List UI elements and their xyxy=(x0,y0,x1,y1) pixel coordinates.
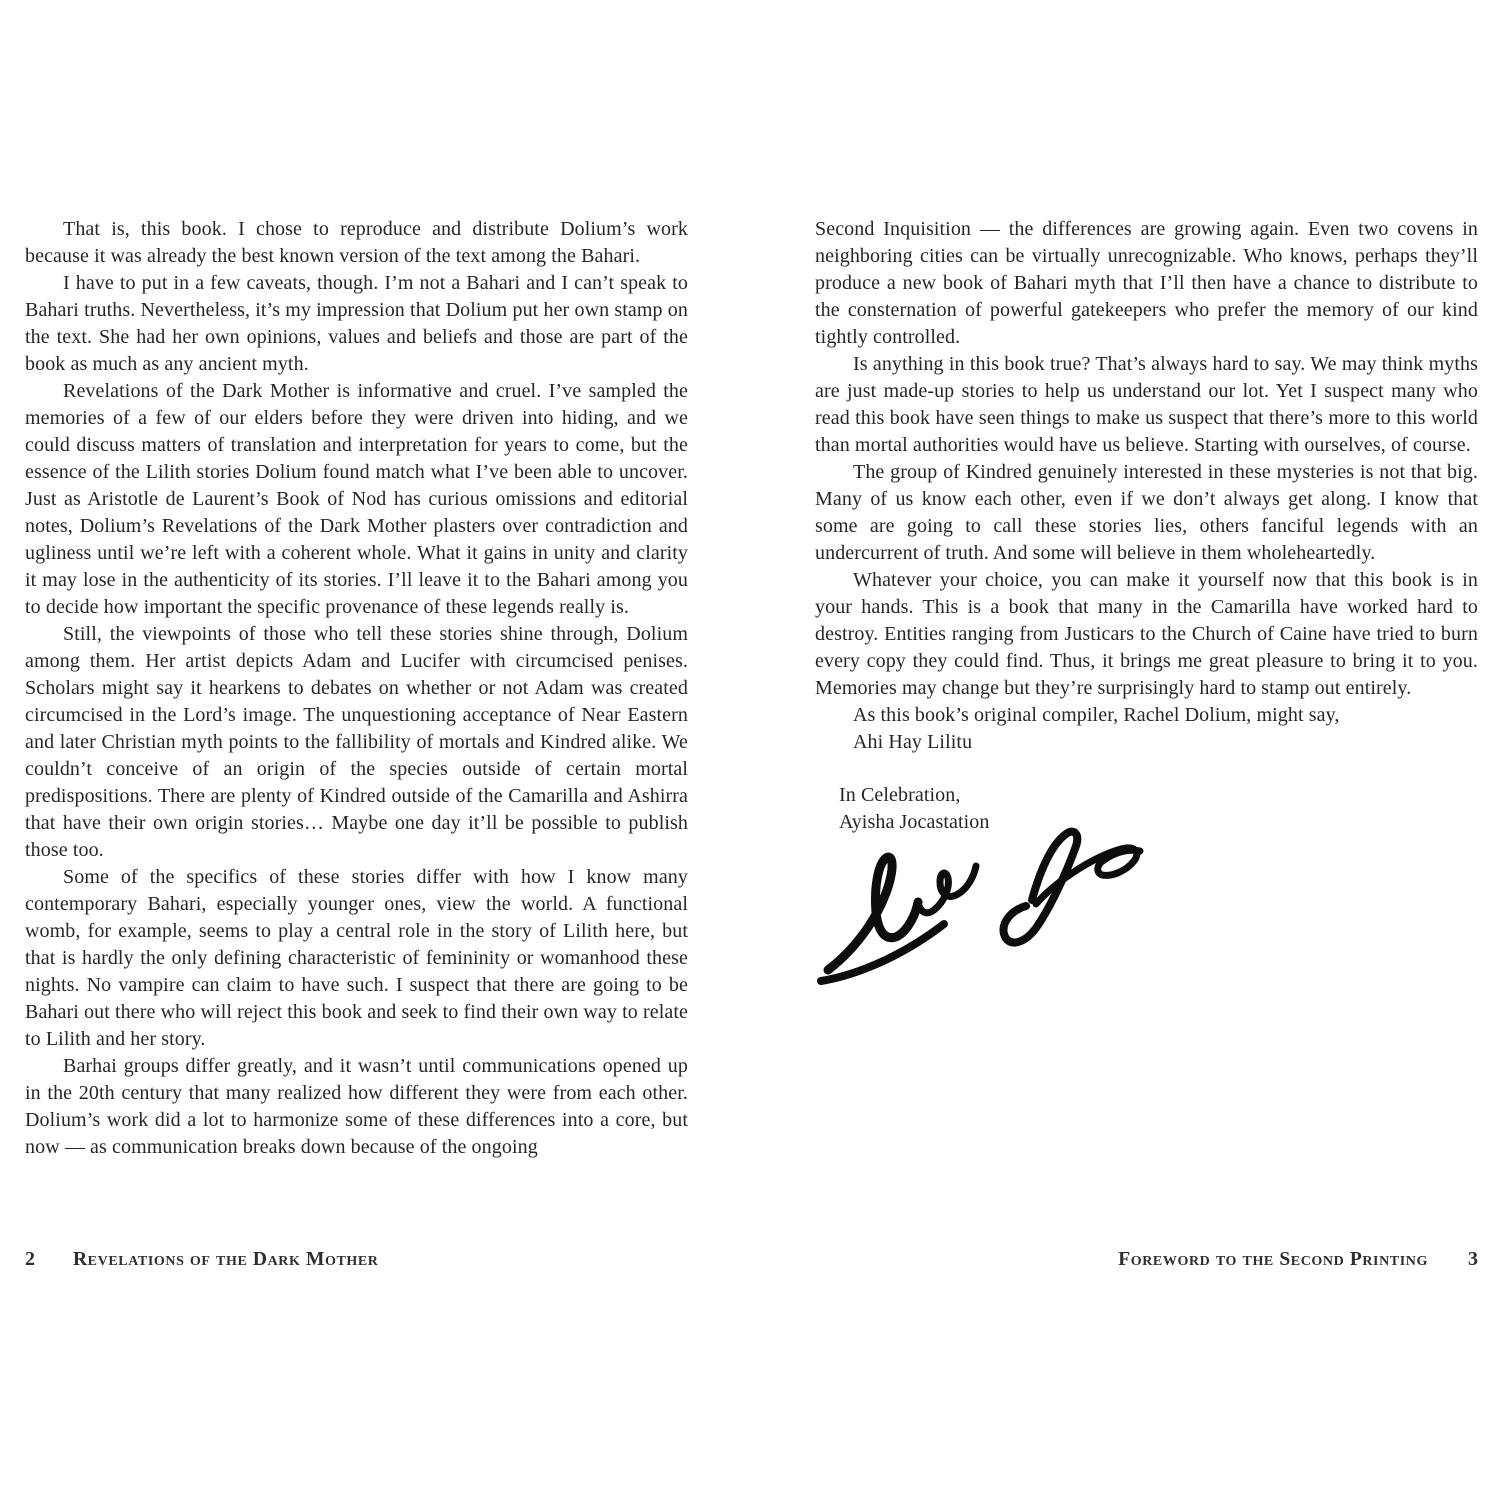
valediction-line-2: Ayisha Jocastation xyxy=(839,811,990,833)
valediction-line-1: In Celebration, xyxy=(839,784,961,806)
left-page xyxy=(25,216,688,1161)
left-paragraph-4: Still, the viewpoints of those who tell these stories shine through, Dolium among them. Her artist depicts Adam and Lucifer with circumcised penises. Scholars might say it hearkens to debates on whether or not Adam was created circumcised in the Lord’s image. The unquestioning acceptance of Near Eastern and later Christian myth points to the fallibility of mortals and Kindred alike. We couldn’t conceive of an origin of the species outside of certain mortal predispositions. There are plenty of Kindred outside of the Camarilla and Ashirra that have their own origin stories… Maybe one day it’ll be possible to publish those too. xyxy=(25,623,688,861)
left-running-title: Revelations of the Dark Mother xyxy=(73,1249,379,1270)
right-page-number: 3 xyxy=(1468,1248,1478,1270)
left-paragraph-3: Revelations of the Dark Mother is informative and cruel. I’ve sampled the memories of a few of our elders before they were driven into hiding, and we could discuss matters of translation and interpretation for years to come, but the essence of the Lilith stories Dolium found match what I’ve been able to uncover. Just as Aristotle de Laurent’s Book of Nod has curious omissions and editorial notes, Dolium’s Revelations of the Dark Mother plasters over contradiction and ugliness until we’re left with a coherent whole. What it gains in unity and clarity it may lose in the authenticity of its stories. I’ll leave it to the Bahari among you to decide how important the specific provenance of these legends really is. xyxy=(25,380,688,618)
left-paragraph-2: I have to put in a few caveats, though. I’m not a Bahari and I can’t speak to Bahari truths. Nevertheless, it’s my impression that Dolium put her own stamp on the text. She had her own opinions, values and beliefs and those are part of the book as much as any ancient myth. xyxy=(25,272,688,375)
right-paragraph-1: Second Inquisition — the differences are growing again. Even two covens in neighboring cities can be virtually unrecognizable. Who knows, perhaps they’ll produce a new book of Bahari myth that I’ll then have a chance to distribute to the consternation of powerful gatekeepers who prefer the memory of our kind tightly controlled. xyxy=(815,218,1478,348)
left-footer xyxy=(25,1246,688,1273)
left-page-number: 2 xyxy=(25,1248,35,1270)
right-paragraph-3: The group of Kindred genuinely interested in these mysteries is not that big. Many of us know each other, even if we don’t always get along. I know that some are going to call these stories lies, others fanciful legends with an undercurrent of truth. And some will believe in them wholeheartedly. xyxy=(815,461,1478,564)
left-paragraph-1: That is, this book. I chose to reproduce and distribute Dolium’s work because it was already the best known version of the text among the Bahari. xyxy=(25,218,688,267)
right-paragraph-2: Is anything in this book true? That’s always hard to say. We may think myths are just made-up stories to help us understand our lot. Yet I suspect many who read this book have seen things to make us suspect that there’s more to this world than mortal authorities would have us believe. Starting with ourselves, of course. xyxy=(815,353,1478,456)
left-paragraph-6: Barhai groups differ greatly, and it wasn’t until communications opened up in the 20th century that many realized how different they were from each other. Dolium’s work did a lot to harmonize some of these differences into a core, but now — as communication breaks down because of the ongoing xyxy=(25,1055,688,1158)
right-page xyxy=(815,216,1478,988)
right-paragraph-5: As this book’s original compiler, Rachel Dolium, might say, xyxy=(853,704,1340,726)
right-running-title: Foreword to the Second Printing xyxy=(1118,1249,1428,1270)
handwritten-signature-icon xyxy=(817,820,1149,988)
left-paragraph-5: Some of the specifics of these stories differ with how I know many contemporary Bahari, especially younger ones, view the world. A functional womb, for example, seems to play a central role in the story of Lilith here, but that is hardly the only defining characteristic of femininity or womanhood these nights. No vampire can claim to have such. I suspect that there are going to be Bahari out there who will reject this book and seek to find their own way to relate to Lilith and her story. xyxy=(25,866,688,1050)
signature-ayisha-jocastation xyxy=(815,820,1478,988)
right-footer xyxy=(815,1246,1478,1273)
right-paragraph-6: Ahi Hay Lilitu xyxy=(853,731,973,753)
right-paragraph-4: Whatever your choice, you can make it yourself now that this book is in your hands. This is a book that many in the Camarilla have worked hard to destroy. Entities ranging from Justicars to the Church of Caine have tried to burn every copy they could find. Thus, it brings me great pleasure to bring it to you. Memories may change but they’re surprisingly hard to stamp out entirely. xyxy=(815,569,1478,699)
